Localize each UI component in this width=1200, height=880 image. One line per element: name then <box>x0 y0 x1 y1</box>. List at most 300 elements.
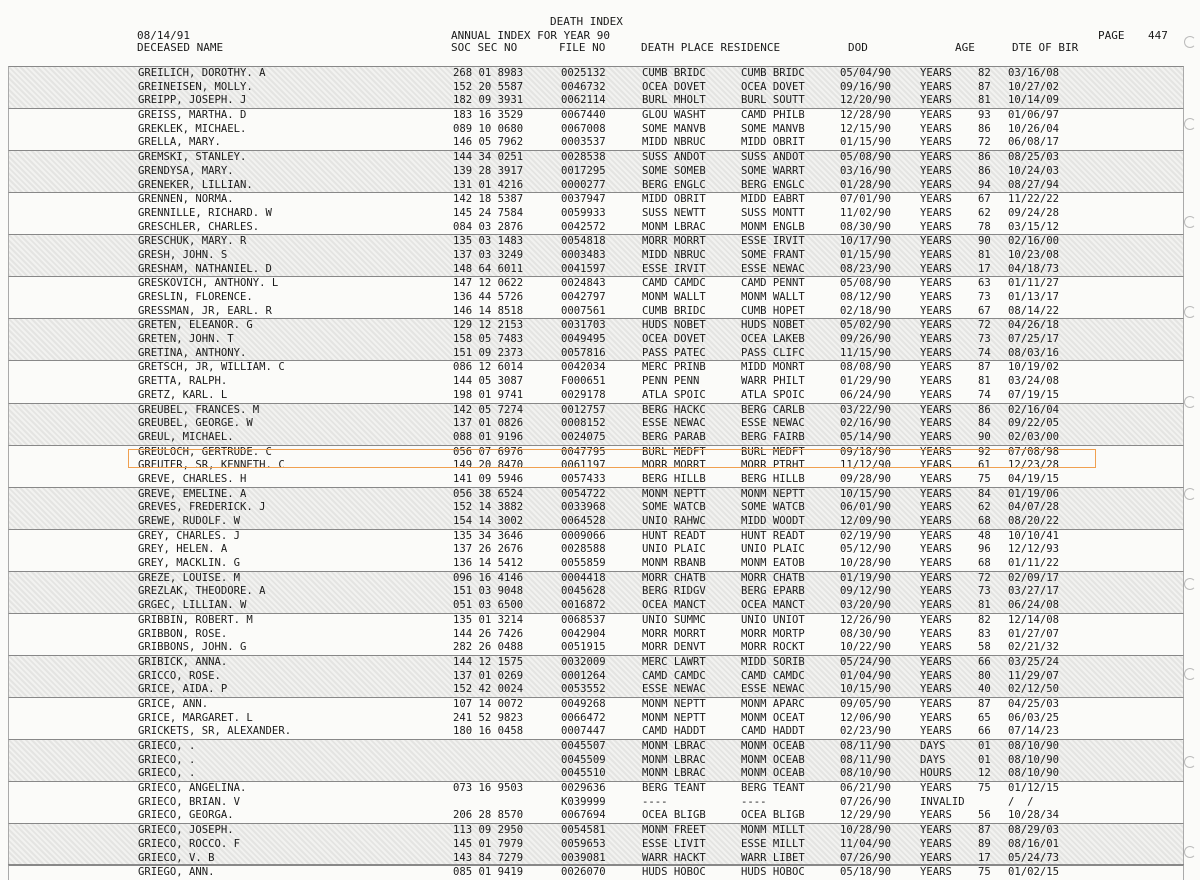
table-row <box>9 179 1183 193</box>
cell-birth-date: 08/14/22 <box>1008 304 1060 317</box>
cell-death-place: MONM LBRAC <box>642 740 706 752</box>
cell-name: GREWE, RUDOLF. W <box>138 515 241 527</box>
cell-birth-date: 07/08/98 <box>1008 445 1060 458</box>
cell-death-place: BERG PARAB <box>642 430 706 443</box>
cell-residence: SUSS MONTT <box>741 206 805 219</box>
cell-age-unit: YEARS <box>920 711 952 724</box>
cell-age: 66 <box>978 655 991 668</box>
cell-file: 0039081 <box>561 851 606 864</box>
cell-death-place: MONM NEPTT <box>642 487 706 500</box>
cell-ssn: 152 42 0024 <box>453 683 524 696</box>
cell-dod: 05/18/90 <box>840 866 892 879</box>
cell-age-unit: YEARS <box>920 851 952 864</box>
cell-age: 01 <box>978 753 991 766</box>
cell-age-unit: YEARS <box>920 543 952 556</box>
col-header-birth: DTE OF BIR <box>1012 41 1079 54</box>
cell-file: 0008152 <box>561 417 606 430</box>
table-row <box>9 347 1183 361</box>
cell-residence: ESSE NEWAC <box>741 262 805 275</box>
cell-residence: CUMB HOPET <box>741 304 805 317</box>
cell-name: GRIECO, JOSEPH. <box>138 824 234 837</box>
cell-age-unit: YEARS <box>920 94 952 107</box>
cell-ssn: 135 34 3646 <box>453 529 524 542</box>
cell-name: GRETTA, RALPH. <box>138 375 228 388</box>
cell-file: 0031703 <box>561 319 606 332</box>
cell-file: 0068537 <box>561 613 606 626</box>
cell-residence: WARR PHILT <box>741 375 805 388</box>
cell-age-unit: YEARS <box>920 613 952 626</box>
cell-file: 0029178 <box>561 388 606 401</box>
cell-ssn: 147 12 0622 <box>453 277 524 290</box>
cell-ssn: 139 28 3917 <box>453 164 524 177</box>
col-header-place: DEATH PLACE RESIDENCE <box>641 41 781 54</box>
cell-ssn: 137 26 2676 <box>453 543 524 556</box>
cell-death-place: CAMD CAMDC <box>642 669 706 682</box>
table-row <box>9 235 1183 249</box>
cell-name: GRETINA, ANTHONY. <box>138 346 247 359</box>
cell-name: GREUL, MICHAEL. <box>138 430 234 443</box>
cell-death-place: UNIO SUMMC <box>642 613 706 626</box>
cell-age: 83 <box>978 627 991 640</box>
cell-dod: 01/15/90 <box>840 248 892 261</box>
punch-hole-icon <box>1184 488 1196 500</box>
cell-birth-date: 11/29/07 <box>1008 669 1060 682</box>
table-row <box>9 712 1183 726</box>
cell-birth-date: 01/19/06 <box>1008 487 1060 500</box>
cell-residence: MONM EATOB <box>741 557 805 570</box>
cell-dod: 12/26/90 <box>840 613 892 626</box>
cell-file: 0003537 <box>561 136 606 149</box>
cell-age: 73 <box>978 291 991 303</box>
cell-age-unit: YEARS <box>920 122 952 135</box>
cell-birth-date: 03/27/17 <box>1008 585 1060 598</box>
cell-death-place: BERG TEANT <box>642 782 706 795</box>
table-row <box>9 628 1183 642</box>
cell-birth-date: 02/21/32 <box>1008 641 1060 654</box>
cell-ssn: 137 01 0826 <box>453 417 524 430</box>
cell-ssn: 136 14 5412 <box>453 557 524 570</box>
cell-death-place: CUMB BRIDC <box>642 67 706 79</box>
cell-residence: BERG EPARB <box>741 585 805 598</box>
cell-dod: 08/30/90 <box>840 627 892 640</box>
cell-ssn: 129 12 2153 <box>453 319 524 332</box>
highlighted-record-box <box>128 449 1096 468</box>
cell-death-place: HUDS HOBOC <box>642 866 706 879</box>
table-row <box>9 698 1183 712</box>
cell-name: GRELLA, MARY. <box>138 136 221 149</box>
cell-name: GRIBBON, ROSE. <box>138 627 228 640</box>
cell-name: GRIECO, GEORGA. <box>138 809 234 822</box>
punch-hole-icon <box>1184 36 1196 48</box>
cell-file: 0053552 <box>561 683 606 696</box>
cell-age: 87 <box>978 80 991 93</box>
cell-name: GRIBICK, ANNA. <box>138 655 228 668</box>
cell-birth-date: 10/28/34 <box>1008 809 1060 822</box>
cell-birth-date: 01/12/15 <box>1008 782 1060 795</box>
cell-dod: 01/29/90 <box>840 375 892 388</box>
cell-name: GRICE, ANN. <box>138 697 209 710</box>
cell-birth-date: 08/27/94 <box>1008 178 1060 191</box>
cell-dod: 08/08/90 <box>840 361 892 374</box>
cell-age: 86 <box>978 122 991 135</box>
cell-birth-date: 10/24/03 <box>1008 164 1060 177</box>
report-subtitle: ANNUAL INDEX FOR YEAR 90 <box>451 29 610 42</box>
cell-death-place: OCEA MANCT <box>642 599 706 612</box>
cell-residence: OCEA BLIGB <box>741 809 805 822</box>
cell-death-place: WARR HACKT <box>642 851 706 864</box>
cell-birth-date: 08/20/22 <box>1008 515 1060 527</box>
cell-age: 67 <box>978 304 991 317</box>
cell-dod: 05/02/90 <box>840 319 892 332</box>
cell-age-unit: YEARS <box>920 235 952 248</box>
record-group <box>8 571 1184 613</box>
cell-residence: UNIO UNIOT <box>741 613 805 626</box>
cell-dod: 10/22/90 <box>840 641 892 654</box>
cell-birth-date: 01/06/97 <box>1008 109 1060 122</box>
cell-residence: UNIO PLAIC <box>741 543 805 556</box>
cell-birth-date: 02/16/00 <box>1008 235 1060 248</box>
cell-age: 73 <box>978 585 991 598</box>
table-row <box>9 599 1183 613</box>
cell-name: GREVE, EMELINE. A <box>138 487 247 500</box>
cell-death-place: CUMB BRIDC <box>642 304 706 317</box>
cell-dod: 11/02/90 <box>840 206 892 219</box>
cell-birth-date: 07/25/17 <box>1008 333 1060 346</box>
table-row <box>9 838 1183 852</box>
cell-age: 56 <box>978 809 991 822</box>
cell-age-unit: DAYS <box>920 753 946 766</box>
table-row <box>9 488 1183 502</box>
cell-file: 0059653 <box>561 837 606 850</box>
record-group <box>8 192 1184 234</box>
cell-file: 0000277 <box>561 178 606 191</box>
cell-file: 0037947 <box>561 193 606 206</box>
cell-death-place: ESSE NEWAC <box>642 417 706 430</box>
table-row <box>9 782 1183 796</box>
cell-death-place: MIDD NBRUC <box>642 248 706 261</box>
cell-age-unit: YEARS <box>920 164 952 177</box>
cell-name: GRESHAM, NATHANIEL. D <box>138 262 272 275</box>
table-row <box>9 67 1183 81</box>
cell-death-place: MONM LBRAC <box>642 220 706 233</box>
cell-name: GRETEN, ELEANOR. G <box>138 319 253 332</box>
cell-birth-date: 08/29/03 <box>1008 824 1060 837</box>
table-row <box>9 319 1183 333</box>
cell-file: 0045507 <box>561 740 606 752</box>
cell-name: GREIPP, JOSEPH. J <box>138 94 247 107</box>
cell-age: 94 <box>978 178 991 191</box>
cell-dod: 06/24/90 <box>840 388 892 401</box>
cell-death-place: GLOU WASHT <box>642 109 706 122</box>
cell-death-place: SUSS ANDOT <box>642 151 706 164</box>
cell-file: 0024075 <box>561 430 606 443</box>
cell-birth-date: 12/23/28 <box>1008 459 1060 472</box>
cell-age-unit: YEARS <box>920 697 952 710</box>
table-row <box>9 81 1183 95</box>
cell-age: 86 <box>978 164 991 177</box>
cell-dod: 08/23/90 <box>840 262 892 275</box>
table-row <box>9 683 1183 697</box>
cell-dod: 03/20/90 <box>840 599 892 612</box>
col-header-name: DECEASED NAME <box>137 41 224 54</box>
record-group <box>8 318 1184 360</box>
cell-file: 0067440 <box>561 109 606 122</box>
cell-residence: MONM ENGLB <box>741 220 805 233</box>
cell-name: GRETZ, KARL. L <box>138 388 228 401</box>
cell-age: 40 <box>978 683 991 696</box>
cell-dod: 12/28/90 <box>840 109 892 122</box>
table-row <box>9 501 1183 515</box>
table-row <box>9 824 1183 838</box>
cell-residence: SUSS ANDOT <box>741 151 805 164</box>
cell-birth-date: 03/25/24 <box>1008 655 1060 668</box>
cell-birth-date: 05/24/73 <box>1008 851 1060 864</box>
cell-ssn: 151 03 9048 <box>453 585 524 598</box>
cell-birth-date: 03/16/08 <box>1008 67 1060 79</box>
cell-birth-date: 06/03/25 <box>1008 711 1060 724</box>
cell-dod: 06/21/90 <box>840 782 892 795</box>
cell-file: 0067008 <box>561 122 606 135</box>
cell-ssn: 146 05 7962 <box>453 136 524 149</box>
cell-dod: 10/15/90 <box>840 487 892 500</box>
cell-name: GREZLAK, THEODORE. A <box>138 585 266 598</box>
record-group <box>8 150 1184 192</box>
cell-birth-date: 04/25/03 <box>1008 697 1060 710</box>
cell-birth-date: 07/19/15 <box>1008 388 1060 401</box>
cell-age: 58 <box>978 641 991 654</box>
cell-file: 0032009 <box>561 655 606 668</box>
page-number: 447 <box>1148 29 1168 42</box>
table-row <box>9 530 1183 544</box>
cell-age: 48 <box>978 529 991 542</box>
cell-ssn: 152 14 3882 <box>453 501 524 514</box>
cell-age-unit: YEARS <box>920 627 952 640</box>
cell-birth-date: 04/19/15 <box>1008 472 1060 485</box>
cell-birth-date: 12/14/08 <box>1008 613 1060 626</box>
table-row <box>9 165 1183 179</box>
cell-birth-date: 08/16/01 <box>1008 837 1060 850</box>
cell-dod: 01/28/90 <box>840 178 892 191</box>
table-row <box>9 109 1183 123</box>
punch-hole-icon <box>1184 668 1196 680</box>
cell-age-unit: YEARS <box>920 304 952 317</box>
cell-age: 87 <box>978 361 991 374</box>
cell-birth-date: 08/10/90 <box>1008 740 1060 752</box>
cell-birth-date: 02/09/17 <box>1008 571 1060 584</box>
cell-birth-date: 11/22/22 <box>1008 193 1060 206</box>
cell-age-unit: YEARS <box>920 782 952 795</box>
cell-ssn: 268 01 8983 <box>453 67 524 79</box>
cell-death-place: ---- <box>642 795 668 808</box>
cell-dod: 10/17/90 <box>840 235 892 248</box>
cell-ssn: 113 09 2950 <box>453 824 524 837</box>
table-row <box>9 249 1183 263</box>
cell-age: 90 <box>978 235 991 248</box>
cell-residence: MORR PTRHT <box>741 459 805 472</box>
cell-name: GRIBBONS, JOHN. G <box>138 641 247 654</box>
cell-birth-date: 06/24/08 <box>1008 599 1060 612</box>
cell-residence: HUNT READT <box>741 529 805 542</box>
cell-ssn: 149 20 8470 <box>453 459 524 472</box>
cell-residence: MONM OCEAB <box>741 767 805 780</box>
cell-death-place: MONM LBRAC <box>642 753 706 766</box>
cell-dod: 05/08/90 <box>840 277 892 290</box>
cell-death-place: UNIO RAHWC <box>642 515 706 527</box>
cell-age: 17 <box>978 262 991 275</box>
punch-hole-icon <box>1184 846 1196 858</box>
cell-residence: MONM APARC <box>741 697 805 710</box>
cell-file: 0007447 <box>561 725 606 738</box>
cell-name: GREVE, CHARLES. H <box>138 472 247 485</box>
cell-birth-date: 10/10/41 <box>1008 529 1060 542</box>
record-group <box>8 739 1184 781</box>
cell-birth-date: 04/18/73 <box>1008 262 1060 275</box>
cell-age: 86 <box>978 151 991 164</box>
cell-age: 87 <box>978 824 991 837</box>
cell-file: 0045509 <box>561 753 606 766</box>
cell-death-place: HUDS NOBET <box>642 319 706 332</box>
cell-residence: OCEA LAKEB <box>741 333 805 346</box>
cell-file: 0003483 <box>561 248 606 261</box>
cell-death-place: OCEA DOVET <box>642 333 706 346</box>
cell-birth-date: 01/27/07 <box>1008 627 1060 640</box>
table-row <box>9 641 1183 655</box>
table-row <box>9 151 1183 165</box>
table-row <box>9 417 1183 431</box>
cell-dod: 09/26/90 <box>840 333 892 346</box>
cell-birth-date: 10/23/08 <box>1008 248 1060 261</box>
cell-name: GRETSCH, JR, WILLIAM. C <box>138 361 285 374</box>
cell-residence: ATLA SPOIC <box>741 388 805 401</box>
cell-death-place: SUSS NEWTT <box>642 206 706 219</box>
table-row <box>9 557 1183 571</box>
cell-residence: OCEA DOVET <box>741 80 805 93</box>
cell-name: GREULOCH, GERTRUDE. C <box>138 445 272 458</box>
cell-age-unit: YEARS <box>920 220 952 233</box>
table-row <box>9 670 1183 684</box>
cell-age-unit: YEARS <box>920 178 952 191</box>
cell-name: GRICE, MARGARET. L <box>138 711 253 724</box>
cell-death-place: UNIO PLAIC <box>642 543 706 556</box>
cell-residence: SOME MANVB <box>741 122 805 135</box>
table-row <box>9 94 1183 108</box>
cell-residence: CAMD CAMDC <box>741 669 805 682</box>
cell-age-unit: YEARS <box>920 80 952 93</box>
cell-name: GRIEGO, ANN. <box>138 866 215 879</box>
cell-residence: ESSE NEWAC <box>741 417 805 430</box>
cell-age-unit: YEARS <box>920 599 952 612</box>
cell-dod: 08/12/90 <box>840 291 892 303</box>
cell-age-unit: YEARS <box>920 655 952 668</box>
cell-age-unit: YEARS <box>920 557 952 570</box>
cell-age: 73 <box>978 333 991 346</box>
cell-name: GREMSKI, STANLEY. <box>138 151 247 164</box>
cell-age: 17 <box>978 851 991 864</box>
punch-hole-icon <box>1184 216 1196 228</box>
cell-age: 63 <box>978 277 991 290</box>
cell-dod: 03/22/90 <box>840 403 892 416</box>
cell-birth-date: 01/02/15 <box>1008 866 1060 879</box>
table-row <box>9 136 1183 150</box>
table-row <box>9 656 1183 670</box>
cell-name: GRESCHLER, CHARLES. <box>138 220 260 233</box>
table-row <box>9 305 1183 319</box>
record-group <box>8 613 1184 655</box>
cell-death-place: MONM NEPTT <box>642 711 706 724</box>
cell-ssn: 056 07 6976 <box>453 445 524 458</box>
cell-age-unit: YEARS <box>920 445 952 458</box>
cell-death-place: HUNT READT <box>642 529 706 542</box>
punch-hole-icon <box>1184 396 1196 408</box>
page-label: PAGE <box>1098 29 1125 42</box>
record-group <box>8 403 1184 445</box>
table-row <box>9 404 1183 418</box>
cell-name: GRIECO, ANGELINA. <box>138 782 247 795</box>
cell-birth-date: 12/12/93 <box>1008 543 1060 556</box>
cell-death-place: PENN PENN <box>642 375 700 388</box>
cell-dod: 09/12/90 <box>840 585 892 598</box>
cell-ssn: 152 20 5587 <box>453 80 524 93</box>
cell-ssn: 182 09 3931 <box>453 94 524 107</box>
cell-file: 0066472 <box>561 711 606 724</box>
cell-dod: 11/15/90 <box>840 346 892 359</box>
cell-ssn: 151 09 2373 <box>453 346 524 359</box>
cell-ssn: 137 03 3249 <box>453 248 524 261</box>
cell-age-unit: YEARS <box>920 193 952 206</box>
cell-name: GRESKOVICH, ANTHONY. L <box>138 277 279 290</box>
cell-name: GREINEISEN, MOLLY. <box>138 80 253 93</box>
cell-file: 0049268 <box>561 697 606 710</box>
col-header-dod: DOD <box>848 41 868 54</box>
cell-death-place: BERG HILLB <box>642 472 706 485</box>
cell-death-place: MERC LAWRT <box>642 655 706 668</box>
cell-death-place: MORR MORRT <box>642 627 706 640</box>
cell-age-unit: YEARS <box>920 346 952 359</box>
table-row <box>9 572 1183 586</box>
cell-ssn: 183 16 3529 <box>453 109 524 122</box>
cell-age-unit: YEARS <box>920 641 952 654</box>
cell-file: 0057816 <box>561 346 606 359</box>
cell-age-unit: YEARS <box>920 809 952 822</box>
cell-age: 96 <box>978 543 991 556</box>
col-header-ssn: SOC SEC NO <box>451 41 518 54</box>
cell-name: GREUBEL, FRANCES. M <box>138 403 260 416</box>
cell-age: 62 <box>978 501 991 514</box>
cell-death-place: BERG HACKC <box>642 403 706 416</box>
cell-death-place: OCEA DOVET <box>642 80 706 93</box>
cell-death-place: MONM LBRAC <box>642 767 706 780</box>
cell-residence: HUDS NOBET <box>741 319 805 332</box>
table-row <box>9 389 1183 403</box>
cell-name: GREY, MACKLIN. G <box>138 557 241 570</box>
cell-residence: MONM OCEAB <box>741 740 805 752</box>
cell-dod: 01/04/90 <box>840 669 892 682</box>
cell-age-unit: DAYS <box>920 740 946 752</box>
punch-hole-icon <box>1184 756 1196 768</box>
cell-birth-date: 09/22/05 <box>1008 417 1060 430</box>
cell-age: 89 <box>978 837 991 850</box>
table-row <box>9 725 1183 739</box>
cell-age-unit: YEARS <box>920 669 952 682</box>
cell-age: 75 <box>978 472 991 485</box>
cell-age-unit: YEARS <box>920 319 952 332</box>
cell-age: 81 <box>978 248 991 261</box>
table-row <box>9 585 1183 599</box>
cell-ssn: 180 16 0458 <box>453 725 524 738</box>
cell-age-unit: YEARS <box>920 206 952 219</box>
cell-age-unit: YEARS <box>920 248 952 261</box>
cell-birth-date: 07/14/23 <box>1008 725 1060 738</box>
